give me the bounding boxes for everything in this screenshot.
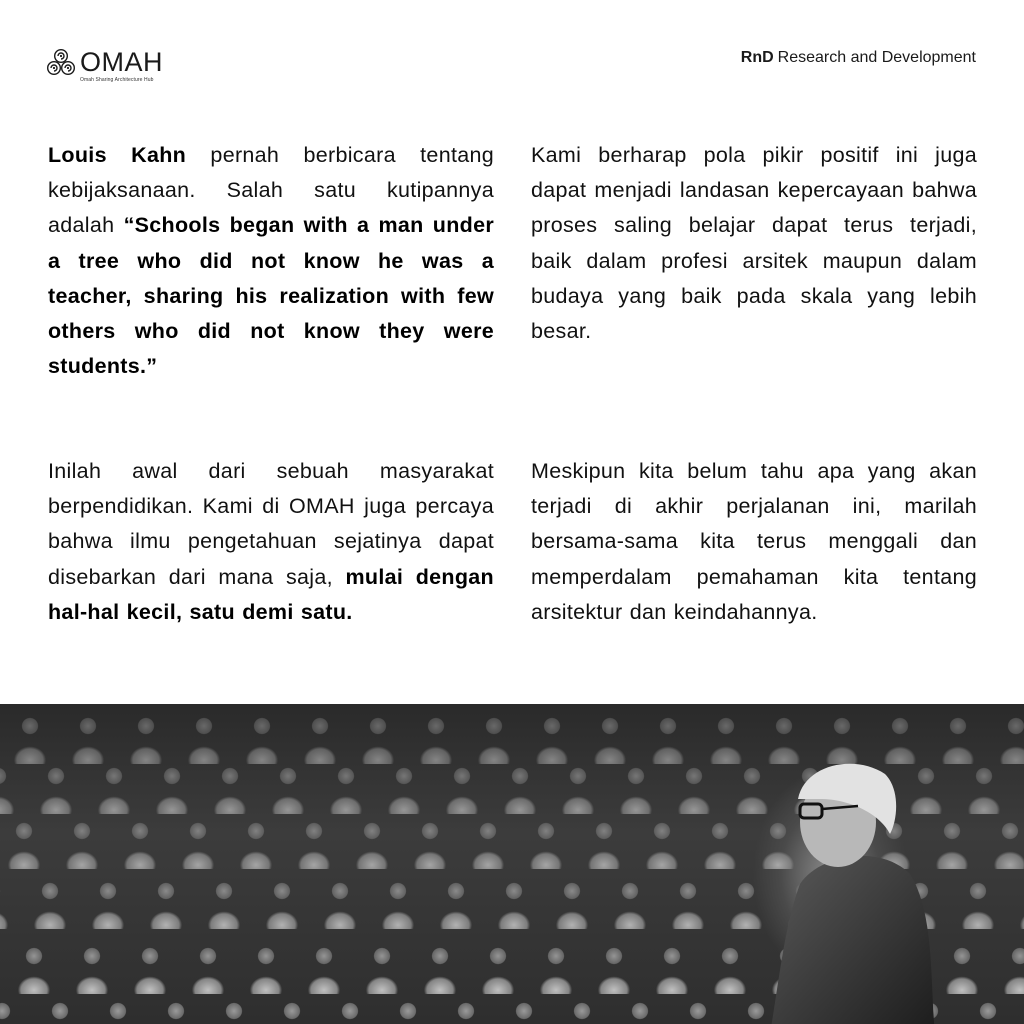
- section-tag: RnD: [740, 49, 774, 66]
- paragraph-journey: [531, 454, 977, 630]
- bold-name: Louis Kahn: [48, 143, 187, 167]
- omah-logo: [46, 48, 163, 83]
- logo-subtitle: Omah Sharing Architecture Hub: [80, 77, 154, 83]
- paragraph-text: Kami berharap pola pikir positif ini juga dapat menjadi landasan kepercayaan bahwa proses saling belajar dapat terus terjadi, baik dalam profesi arsitek maupun dalam budaya yang baik pada skala yang lebih besar.: [531, 143, 977, 344]
- paragraph-text: Meskipun kita belum tahu apa yang akan terjadi di akhir perjalanan ini, marilah bersama-sama kita terus menggali dan memperdalam pemahaman kita tentang arsitektur dan keindahannya.: [531, 459, 977, 624]
- section-title: Research and Development: [777, 49, 976, 66]
- intro-text: pernah berbicara tentang kebijaksanaan. Salah satu kutipannya adalah: [48, 143, 494, 238]
- omah-trefoil-logo-icon: [46, 48, 76, 76]
- lecturer-figure: [760, 744, 960, 1024]
- paragraph-text: Inilah awal dari sebuah masyarakat berpendidikan. Kami di OMAH juga percaya bahwa ilmu pengetahuan sejatinya dapat disebarkan dari mana saja,: [48, 459, 494, 589]
- lecture-audience-photo: [0, 704, 1024, 1024]
- kahn-quote: “Schools began with a man under a tree who did not know he was a teacher, sharing his realization with few others who did not know they were students.”: [48, 213, 494, 379]
- section-heading: [741, 49, 976, 67]
- paragraph-positive-mindset: [531, 138, 977, 349]
- bold-ending: mulai dengan hal-hal kecil, satu demi satu.: [48, 564, 494, 624]
- paragraph-kahn-quote: [48, 138, 494, 384]
- logo-wordmark: OMAH: [80, 47, 163, 77]
- paragraph-educated-society: [48, 454, 494, 630]
